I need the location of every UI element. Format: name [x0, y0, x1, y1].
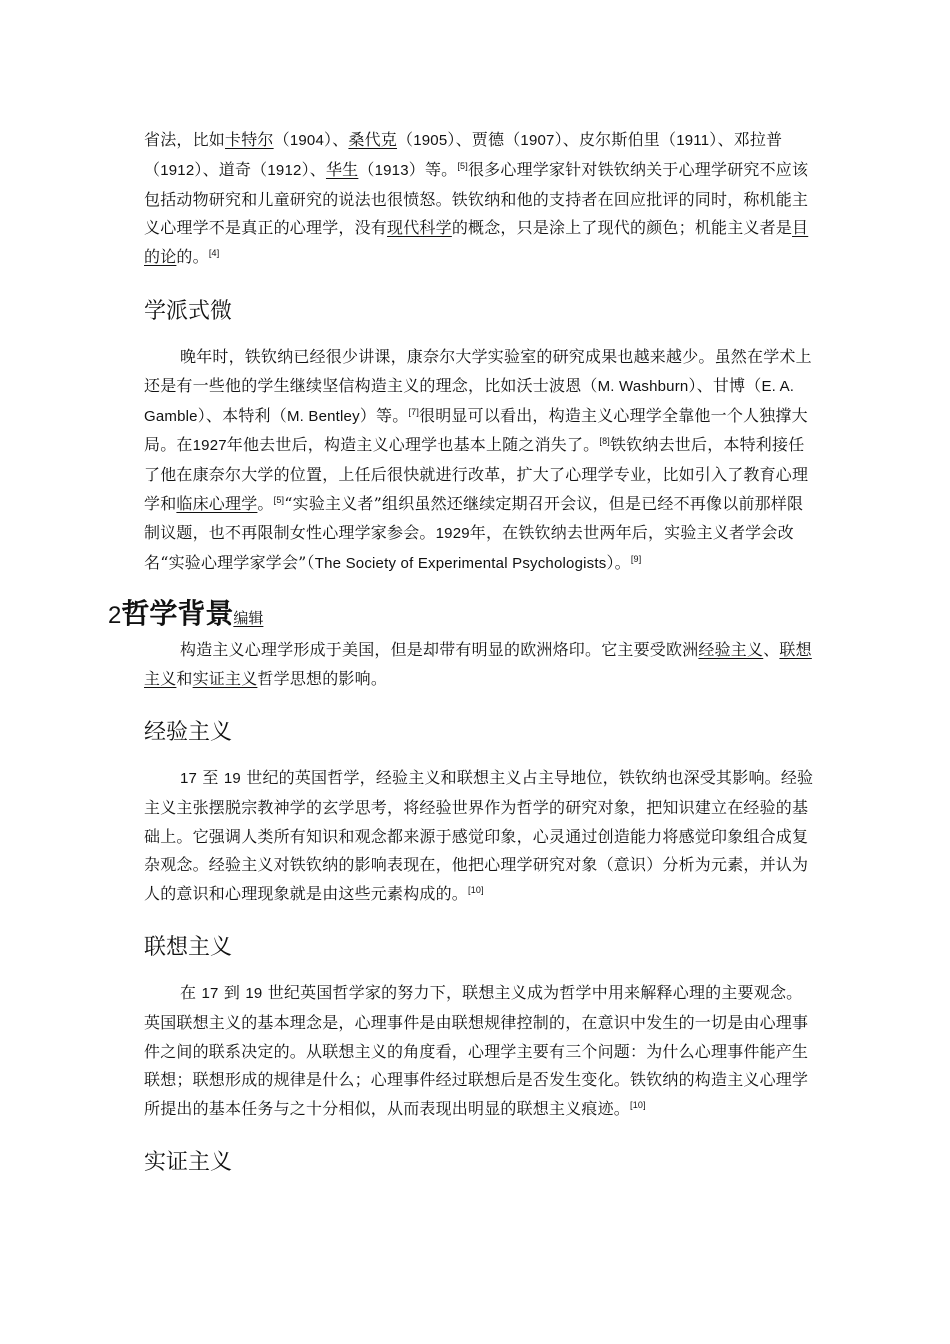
citation-4[interactable]: [4] — [208, 248, 220, 259]
citation-10[interactable]: [10] — [630, 1100, 646, 1111]
paragraph-empiricism: 17 至 19 世纪的英国哲学，经验主义和联想主义占主导地位，铁钦纳也深受其影响。经验主义主张摆脱宗教神学的玄学思考，将经验世界作为哲学的研究对象，把知识建立在经验的基础上。它强调人类所有知识和观念都来源于感觉印象，心灵通过创造能力将感觉印象组合成复杂观念。经验主义对铁钦纳的影响表现在，他把心理学研究对象（意识）分析为元素，并认为人的意识和心理现象就是由这些元素构成的。[10] — [144, 767, 814, 904]
citation-8[interactable]: [8] — [599, 436, 610, 447]
section-title: 哲学背景 — [121, 597, 234, 631]
edit-link[interactable]: 编辑 — [233, 609, 264, 628]
link-watson[interactable]: 华生 — [325, 159, 359, 179]
section-heading-philosophy — [108, 592, 816, 632]
link-modern-science[interactable]: 现代科学 — [387, 218, 452, 238]
paragraph-philosophy-intro: 构造主义心理学形成于美国，但是却带有明显的欧洲烙印。它主要受欧洲经验主义、联想主义和实证主义哲学思想的影响。 — [144, 640, 812, 689]
link-associationism[interactable]: 联想主义 — [144, 640, 812, 689]
link-empiricism[interactable]: 经验主义 — [698, 640, 764, 660]
paragraph-functionalism-critique: 省法，比如卡特尔（1904）、桑代克（1905）、贾德（1907）、皮尔斯伯里（1911）、邓拉普（1912）、道奇（1912）、华生（1913）等。[5]很多心理学家针对铁钦纳关于心理学研究不应该包括动物研究和儿童研究的说法也很愤怒。铁钦纳和他的支持者在回应批评的同时，称机能主义心理学不是真正的心理学，没有现代科学的概念，只是涂上了现代的颜色；机能主义者是目的论的。[4] — [144, 130, 809, 267]
link-cattell[interactable]: 卡特尔 — [225, 130, 274, 149]
paragraph-associationism: 在 17 到 19 世纪英国哲学家的努力下，联想主义成为哲学中用来解释心理的主要观念。英国联想主义的基本理念是，心理事件是由联想规律控制的，在意识中发生的一切是由心理事件之间的联系决定的。从联想主义的角度看，心理学主要有三个问题：为什么心理事件能产生联想；联想形成的规律是什么；心理事件经过联想后是否发生变化。铁钦纳的构造主义心理学所提出的基本任务与之十分相似，从而表现出明显的联想主义痕迹。[10] — [144, 982, 809, 1119]
citation-5[interactable]: [5] — [273, 494, 285, 505]
link-clinical-psychology[interactable]: 临床心理学 — [176, 493, 258, 513]
section-number: 2 — [108, 602, 122, 630]
link-thorndike[interactable]: 桑代克 — [348, 130, 398, 149]
article-content — [108, 126, 816, 1178]
paragraph-decline: 晚年时，铁钦纳已经很少讲课，康奈尔大学实验室的研究成果也越来越少。虽然在学术上还是有一些他的学生继续坚信构造主义的理念，比如沃士波恩（M. Washburn）、甘博（E. A. Gamble）、本特利（M. Bentley）等。[7]很明显可以看出，构造主义心理学全靠他一个人独撑大局。在1927年他去世后，构造主义心理学也基本上随之消失了。[8]铁钦纳去世后，本特利接任了他在康奈尔大学的位置，上任后很快就进行改革，扩大了心理学专业，比如引入了教育心理学和临床心理学。[5]“实验主义者”组织虽然还继续定期召开会议，但是已经不再像以前那样限制议题，也不再限制女性心理学家参会。1929年，在铁钦纳去世两年后，实验主义者学会改名“实验心理学家学会”（The Society of Experimental Psychologists）。[9] — [144, 346, 812, 572]
heading-empiricism: 经验主义 — [144, 719, 233, 745]
link-positivism[interactable]: 实证主义 — [192, 669, 258, 689]
citation-10[interactable]: [10] — [468, 885, 484, 896]
heading-decline: 学派式微 — [144, 298, 233, 324]
heading-associationism: 联想主义 — [144, 934, 233, 960]
heading-positivism: 实证主义 — [144, 1149, 233, 1175]
citation-9[interactable]: [9] — [630, 553, 642, 564]
citation-5[interactable]: [5] — [457, 160, 468, 171]
citation-7[interactable]: [7] — [408, 406, 420, 417]
link-teleology[interactable]: 目的论 — [144, 218, 809, 267]
